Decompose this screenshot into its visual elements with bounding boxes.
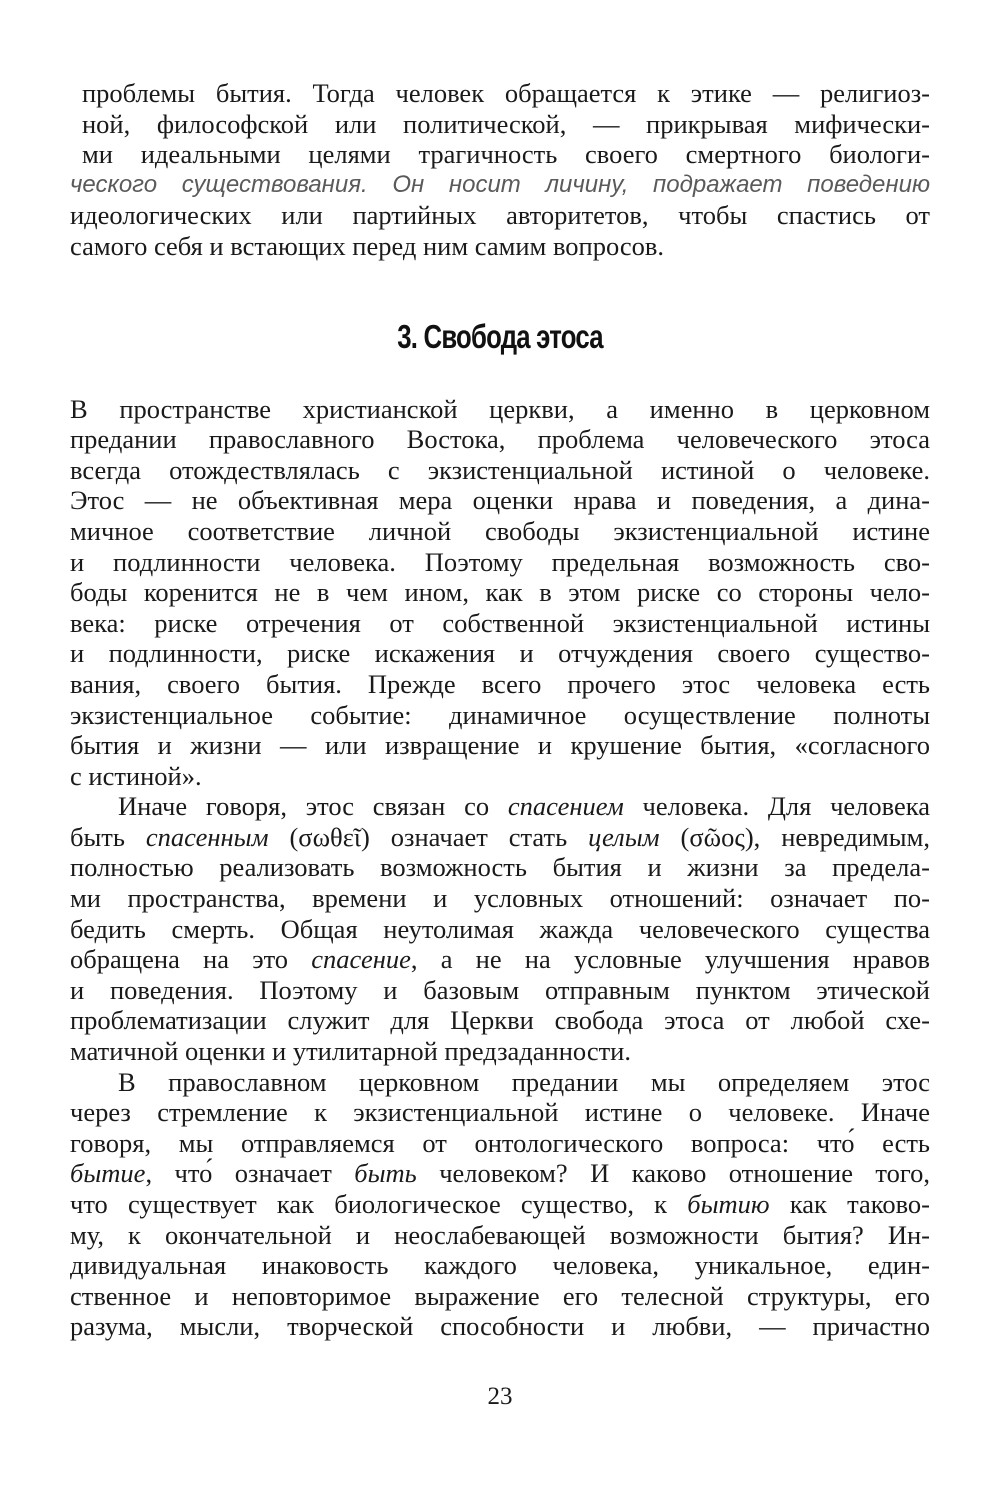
paragraph-3	[70, 1067, 930, 1342]
text-line	[70, 1189, 930, 1220]
text-line: В пространстве христианской церкви, а именно в церковном	[70, 393, 930, 424]
text-line	[70, 1158, 930, 1189]
text-line: проблемы бытия. Тогда человек обращается к этике — религиоз-	[82, 78, 930, 108]
emphasis-text: бытию	[687, 1189, 770, 1219]
text-line: и подлинности человека. Поэтому предельная возможность сво-	[70, 546, 930, 577]
text-line: боды коренится не в чем ином, как в этом риске со стороны чело-	[70, 577, 930, 608]
emphasis-text: бытие	[70, 1158, 146, 1189]
section-heading: 3. Свобода этоса	[397, 317, 603, 355]
text-line	[70, 822, 930, 853]
text-run: что существует как биологическое существо, к	[70, 1189, 688, 1219]
text-run: как таково-	[769, 1189, 930, 1219]
text-line: предании православного Востока, проблема человеческого этоса	[70, 424, 930, 455]
paragraph-2	[70, 791, 930, 1066]
text-line: самого себя и встающих перед ним самим вопросов.	[70, 230, 665, 261]
text-line: бедить смерть. Общая неутолимая жажда человеческого существа	[70, 913, 930, 944]
text-line: полностью реализовать возможность бытия и жизни за предела-	[70, 852, 930, 883]
text-line: бытия и жизни — или извращение и крушение бытия, «согласного	[70, 730, 930, 761]
text-line: дивидуальная инаковость каждого человека, уникальное, един-	[70, 1250, 930, 1281]
text-line: ми пространства, времени и условных отношений: означает по-	[70, 883, 930, 914]
text-line: века: риске отречения от собственной экзистенциальной истины	[70, 607, 930, 638]
text-line: с истиной».	[70, 760, 202, 791]
text-line: ческого существования. Он носит личину, подражает поведению	[70, 170, 930, 198]
paragraph-1	[70, 394, 930, 792]
intro-paragraph	[70, 78, 930, 262]
text-line: вания, своего бытия. Прежде всего прочего этос человека есть	[70, 668, 930, 699]
text-line	[70, 791, 930, 822]
emphasis-text: целым	[588, 821, 660, 852]
text-run: , что́ означает	[145, 1158, 355, 1189]
text-line: всегда отождествлялась с экзистенциальной истиной о человеке.	[70, 454, 930, 485]
text-run: , а не на условные улучшения нравов	[410, 944, 930, 975]
text-run: (σῶος), невредимым,	[659, 821, 930, 852]
text-run: быть	[70, 821, 146, 852]
emphasis-text: быть	[354, 1158, 417, 1189]
text-line: ственное и неповторимое выражение его телесной структуры, его	[70, 1280, 930, 1311]
text-line: говоря, мы отправляемся от онтологического вопроса: что́ есть	[70, 1127, 930, 1158]
text-line	[70, 944, 930, 975]
text-line: мичное соответствие личной свободы экзистенциальной истине	[70, 515, 930, 546]
page-number: 23	[487, 1383, 513, 1410]
text-line: Этос — не объективная мера оценки нрава и поведения, а дина-	[70, 485, 930, 516]
text-line: разума, мысли, творческой способности и любви, — причастно	[70, 1311, 930, 1342]
text-line: через стремление к экзистенциальной истине о человеке. Иначе	[70, 1097, 930, 1128]
text-run: человека. Для человека	[623, 791, 931, 822]
text-line: ной, философской или политической, — прикрывая мифически-	[82, 108, 930, 139]
text-run: (σωθεῖ) означает стать	[268, 821, 589, 852]
text-line: ми идеальными целями трагичность своего смертного биологи-	[82, 139, 930, 170]
text-line: экзистенциальное событие: динамичное осуществление полноты	[70, 699, 930, 730]
text-run: Иначе говоря, этос связан со	[118, 791, 508, 822]
text-line: идеологических или партийных авторитетов, чтобы спастись от	[70, 200, 930, 231]
text-line: и поведения. Поэтому и базовым отправным пунктом этической	[70, 974, 930, 1005]
page-body	[70, 78, 930, 1342]
text-run: человеком? И каково отношение того,	[416, 1158, 930, 1189]
emphasis-text: спасение	[311, 944, 411, 975]
text-line: матичной оценки и утилитарной предзаданности.	[70, 1036, 631, 1067]
text-line: проблематизации служит для Церкви свобода этоса от любой схе-	[70, 1005, 930, 1036]
text-line: В православном церковном предании мы определяем этос	[118, 1066, 930, 1097]
text-run: обращена на это	[70, 944, 312, 975]
text-line: му, к окончательной и неослабевающей возможности бытия? Ин-	[70, 1219, 930, 1250]
text-line: и подлинности, риске искажения и отчуждения своего существо-	[70, 638, 930, 669]
emphasis-text: спасенным	[145, 821, 269, 852]
emphasis-text: спасением	[507, 791, 624, 822]
